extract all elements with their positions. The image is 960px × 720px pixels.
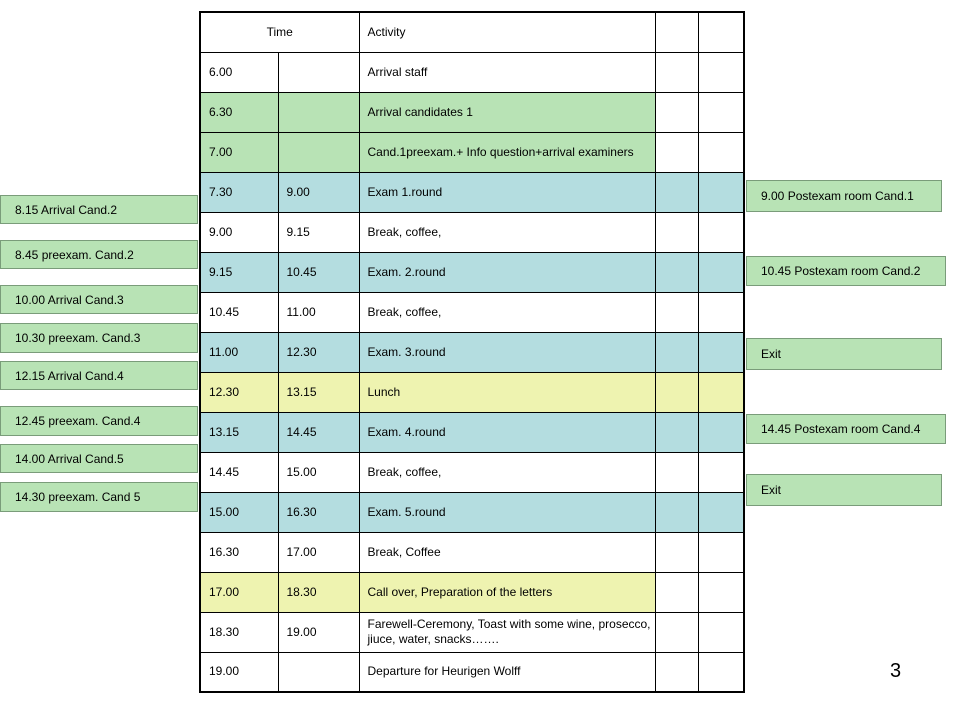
end-time-cell: 14.45 xyxy=(278,412,359,452)
left-box-label: 12.15 Arrival Cand.4 xyxy=(15,368,124,383)
table-header-row xyxy=(200,12,744,52)
start-time-cell: 15.00 xyxy=(200,492,278,532)
activity-header: Activity xyxy=(359,12,655,52)
table-row xyxy=(200,132,744,172)
extra-cell xyxy=(655,532,698,572)
extra-cell xyxy=(655,652,698,692)
table-row xyxy=(200,372,744,412)
activity-cell: Arrival candidates 1 xyxy=(359,92,655,132)
extra-cell xyxy=(698,652,744,692)
activity-cell: Exam. 5.round xyxy=(359,492,655,532)
extra-cell xyxy=(655,52,698,92)
end-time-cell: 19.00 xyxy=(278,612,359,652)
end-time-cell xyxy=(278,652,359,692)
end-time-cell: 15.00 xyxy=(278,452,359,492)
extra-cell xyxy=(698,372,744,412)
extra-cell xyxy=(698,452,744,492)
extra-cell xyxy=(698,212,744,252)
extra-cell xyxy=(698,52,744,92)
activity-cell: Exam. 2.round xyxy=(359,252,655,292)
extra-cell xyxy=(655,92,698,132)
end-time-cell: 9.00 xyxy=(278,172,359,212)
start-time-cell: 16.30 xyxy=(200,532,278,572)
left-box-label: 12.45 preexam. Cand.4 xyxy=(15,414,141,428)
table-row xyxy=(200,652,744,692)
extra-cell xyxy=(698,572,744,612)
start-time-cell: 18.30 xyxy=(200,612,278,652)
time-header: Time xyxy=(200,12,359,52)
end-time-cell: 17.00 xyxy=(278,532,359,572)
left-box-label: 10.30 preexam. Cand.3 xyxy=(15,331,141,345)
start-time-cell: 6.00 xyxy=(200,52,278,92)
right-box-postexam-cand-1 xyxy=(746,180,942,212)
extra-cell xyxy=(655,292,698,332)
extra-cell xyxy=(698,252,744,292)
extra-cell xyxy=(655,372,698,412)
end-time-cell: 10.45 xyxy=(278,252,359,292)
activity-cell: Exam 1.round xyxy=(359,172,655,212)
table-row xyxy=(200,252,744,292)
start-time-cell: 12.30 xyxy=(200,372,278,412)
table-row xyxy=(200,572,744,612)
start-time-cell: 11.00 xyxy=(200,332,278,372)
activity-cell: Exam. 4.round xyxy=(359,412,655,452)
table-row xyxy=(200,92,744,132)
table-row xyxy=(200,612,744,652)
extra-cell xyxy=(698,532,744,572)
extra-header-cell xyxy=(698,12,744,52)
activity-cell: Break, Coffee xyxy=(359,532,655,572)
table-row xyxy=(200,212,744,252)
right-box-exit xyxy=(746,474,942,506)
end-time-cell xyxy=(278,52,359,92)
table-row xyxy=(200,532,744,572)
table-row xyxy=(200,52,744,92)
schedule-table xyxy=(199,11,745,693)
extra-cell xyxy=(655,212,698,252)
start-time-cell: 19.00 xyxy=(200,652,278,692)
end-time-cell: 16.30 xyxy=(278,492,359,532)
start-time-cell: 6.30 xyxy=(200,92,278,132)
extra-cell xyxy=(655,612,698,652)
left-box-label: 10.00 Arrival Cand.3 xyxy=(15,292,124,307)
extra-cell xyxy=(698,412,744,452)
table-row xyxy=(200,412,744,452)
right-box-exit xyxy=(746,338,942,370)
right-box-label: Exit xyxy=(761,347,782,361)
activity-cell: Exam. 3.round xyxy=(359,332,655,372)
right-box-label: 10.45 Postexam room Cand.2 xyxy=(761,264,921,278)
extra-header-cell xyxy=(655,12,698,52)
left-box-arrival-cand-4 xyxy=(0,361,198,390)
activity-cell: Lunch xyxy=(359,372,655,412)
left-box-preexam-cand-2 xyxy=(0,240,198,269)
extra-cell xyxy=(655,172,698,212)
start-time-cell: 13.15 xyxy=(200,412,278,452)
activity-cell: Break, coffee, xyxy=(359,292,655,332)
extra-cell xyxy=(698,332,744,372)
extra-cell xyxy=(698,612,744,652)
start-time-cell: 9.00 xyxy=(200,212,278,252)
table-row xyxy=(200,452,744,492)
left-box-arrival-cand-3 xyxy=(0,285,198,314)
end-time-cell xyxy=(278,92,359,132)
activity-cell: Break, coffee, xyxy=(359,212,655,252)
left-box-label: 8.45 preexam. Cand.2 xyxy=(15,247,134,262)
start-time-cell: 7.30 xyxy=(200,172,278,212)
extra-cell xyxy=(655,572,698,612)
extra-cell xyxy=(655,452,698,492)
right-box-label: 9.00 Postexam room Cand.1 xyxy=(761,189,914,203)
extra-cell xyxy=(655,132,698,172)
extra-cell xyxy=(698,292,744,332)
left-box-preexam-cand-5 xyxy=(0,482,198,512)
right-box-label: Exit xyxy=(761,483,782,497)
end-time-cell: 18.30 xyxy=(278,572,359,612)
left-box-arrival-cand-2 xyxy=(0,195,198,224)
extra-cell xyxy=(698,92,744,132)
left-box-preexam-cand-3 xyxy=(0,323,198,353)
activity-cell: Arrival staff xyxy=(359,52,655,92)
table-row xyxy=(200,332,744,372)
extra-cell xyxy=(655,412,698,452)
right-box-postexam-cand-4 xyxy=(746,414,946,444)
end-time-cell: 13.15 xyxy=(278,372,359,412)
activity-cell: Farewell-Ceremony, Toast with some wine, prosecco, jiuce, water, snacks……. xyxy=(359,612,655,652)
start-time-cell: 9.15 xyxy=(200,252,278,292)
activity-cell: Break, coffee, xyxy=(359,452,655,492)
activity-cell: Departure for Heurigen Wolff xyxy=(359,652,655,692)
left-box-label: 14.30 preexam. Cand 5 xyxy=(15,490,141,504)
extra-cell xyxy=(698,172,744,212)
start-time-cell: 10.45 xyxy=(200,292,278,332)
start-time-cell: 17.00 xyxy=(200,572,278,612)
page-number: 3 xyxy=(890,660,902,682)
table-row xyxy=(200,172,744,212)
end-time-cell xyxy=(278,132,359,172)
left-box-label: 8.15 Arrival Cand.2 xyxy=(15,202,118,217)
left-box-arrival-cand-5 xyxy=(0,444,198,473)
extra-cell xyxy=(698,492,744,532)
left-box-preexam-cand-4 xyxy=(0,406,198,436)
table-row xyxy=(200,292,744,332)
extra-cell xyxy=(698,132,744,172)
end-time-cell: 12.30 xyxy=(278,332,359,372)
right-box-postexam-cand-2 xyxy=(746,256,946,286)
start-time-cell: 14.45 xyxy=(200,452,278,492)
extra-cell xyxy=(655,492,698,532)
left-box-label: 14.00 Arrival Cand.5 xyxy=(15,451,124,466)
start-time-cell: 7.00 xyxy=(200,132,278,172)
activity-cell: Cand.1preexam.+ Info question+arrival examiners xyxy=(359,132,655,172)
activity-cell: Call over, Preparation of the letters xyxy=(359,572,655,612)
right-box-label: 14.45 Postexam room Cand.4 xyxy=(761,422,921,436)
extra-cell xyxy=(655,252,698,292)
end-time-cell: 11.00 xyxy=(278,292,359,332)
end-time-cell: 9.15 xyxy=(278,212,359,252)
extra-cell xyxy=(655,332,698,372)
table-row xyxy=(200,492,744,532)
